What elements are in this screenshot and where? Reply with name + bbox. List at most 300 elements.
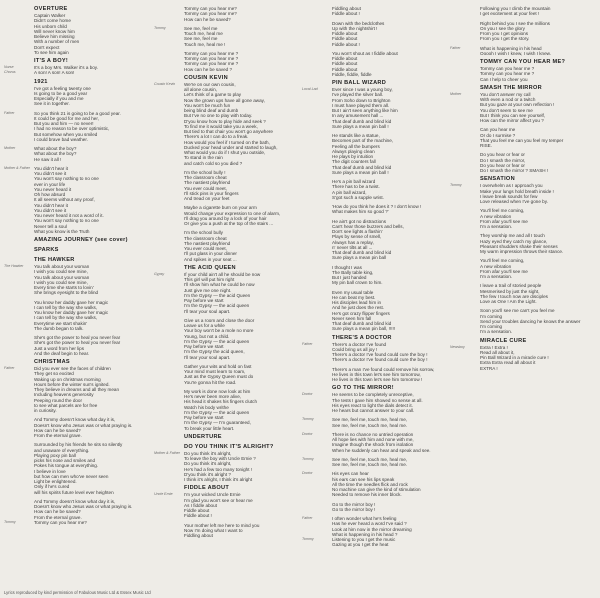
lyric-text: Playing poxy pin ball [34,452,76,458]
lyric-text: Hazy eyed they catch my glance, [480,238,548,244]
lyric-text: You're gonna hit the road. [184,379,237,385]
song-block [154,434,302,441]
lyric-line [450,168,598,173]
song-block [302,385,450,547]
lyric-text: to see what parcels are for free [34,402,98,408]
character-name: Mother & Father [154,450,180,455]
lyric-text: A new vibration [480,263,512,269]
lyric-line [450,249,598,254]
character-name [302,462,332,467]
lyric-text: His unborn child [34,23,67,29]
lyric-text: That deaf dumb and blind kid [332,321,392,326]
character-name [154,355,184,360]
lyric-text: Mesmerised by just the sight, [480,288,540,294]
lyric-text: and unaware of everything. [34,447,90,453]
lyric-line [302,448,450,453]
character-name [450,36,480,41]
character-name: Tommy [302,537,314,541]
character-name [302,448,332,453]
song-title: CHRISTMAS [34,359,70,365]
character-name: Tommy [154,25,166,30]
lyric-text: Let's think of a game to play [184,92,242,98]
lyric-text: How would you feel if I turned on the bath, [184,139,270,145]
character-name [4,101,34,106]
lyric-line [450,51,598,56]
lyrics-column-4 [450,6,598,592]
lyric-text: Sure plays a mean pin ball, !!!!! [332,326,396,332]
lyric-text: Touch me, heal me ! [184,41,226,47]
lyric-text: No machine can give the kind of stimulation [332,487,421,492]
lyric-text: Young, but not a child. [184,333,230,339]
lyric-text: I'll drag you around by a lock of your hair [184,215,267,221]
lyric-text: He saw it all ! [34,156,62,162]
lyric-line [4,490,152,495]
song-block [4,58,152,76]
lyric-text: Only if he's cured [34,484,70,490]
lyrics-column-3 [302,6,450,592]
lyric-text: A new vibration [480,213,512,219]
lyric-text: Leave us for a while [184,323,225,328]
lyric-text: Tommy can you hear me? [184,6,237,11]
character-name [302,255,332,260]
character-name [154,513,184,518]
lyric-text: But I think you can see yourself, [480,112,546,118]
lyric-text: And spikes in your seat ... [184,256,237,262]
lyric-line [302,11,450,16]
song-title: 1921 [34,78,48,85]
lyric-text: Gather your wits and hold on fast [184,363,252,369]
lyric-text: Ooooh I wish I knew, I wish I knew. [480,50,551,56]
lyric-text: Pin Ball Wizard in a miracle cure ! [480,355,549,360]
lyric-text: How can he be saved? [34,509,81,515]
lyric-text: I think it's alright, I think it's alright [184,477,253,482]
character-name [450,299,480,304]
lyric-text: See me, feel me, touch me, heal me, [332,456,408,462]
lyric-text: From the eternal grave. [34,433,82,438]
lyric-line [4,101,152,106]
lyric-line [154,533,302,538]
lyric-line [154,161,302,166]
character-name: Mother & Father [4,165,30,170]
lyric-text: And Tommy doesn't know what day it is, [34,417,116,423]
song-title: OVERTURE [34,6,68,12]
lyric-text: Do you hear or fear or [480,162,525,168]
character-name: Father [302,516,313,520]
lyric-text: You know her daddy gave her magic [34,310,109,315]
character-name [302,408,332,413]
character-name [450,143,480,148]
lyric-text: I wish you could see mine, [34,269,88,275]
lyric-text: I'm a sensation. [480,274,513,279]
lyric-text: See it in together. [34,101,70,107]
character-name: Doctor [302,471,313,476]
lyric-text: From afar you'll see me [480,218,528,224]
lyric-text: Touch me, heal me [184,31,223,36]
lyric-line [302,195,450,200]
lyric-line [4,229,152,234]
lyric-text: Love released when I've gone by. [480,199,548,204]
character-name [450,199,480,204]
lyric-text: This girl will put him right [184,277,235,282]
lyric-text: Your mind must learn to roam, [184,369,246,374]
lyric-text: You talk about your woman [34,274,90,280]
lyric-text: Read all about it, [480,349,515,355]
character-name [450,11,480,16]
lyric-text: They believe in dreams and all they mean [34,387,120,392]
lyric-text: You ever could meet, [184,185,227,191]
lyric-text: Feeling all the bumpers [332,143,380,149]
lyric-text: I'm the Gypsy — the acid queen [184,409,250,415]
character-name [450,249,480,254]
lyric-text: Gazing at you I get the heat [332,542,389,548]
lyric-text: You don't answer my call [480,91,531,97]
lyric-text: Soon you'll see me can't you feel me [480,308,555,314]
lyric-text: The dumb began to talk. [34,325,84,331]
lyric-line [154,426,302,431]
lyric-text: Tommy can you hear me ? [184,50,239,56]
lyric-text: How can he be saved? [34,427,81,433]
lyric-text: The Bally table king, [332,269,374,275]
lyric-text: Or give you a push at the top of the stairs ... [184,221,274,226]
character-name: Tommy [302,456,314,461]
lyric-line [4,326,152,331]
lyric-text: Give us a room and close the door [184,317,255,323]
lyric-text: He ain't got no distractions [332,218,386,224]
song-block [4,79,152,235]
lyric-text: EXTRA ! [480,365,498,371]
lyric-text: Following you I climb the mountain [480,6,551,11]
song-block [302,335,450,383]
lyric-text: Tommy can you hear me? [184,11,237,17]
lyric-text: See me, feel me [184,25,218,31]
lyric-text: Tommy can you hear me ? [184,61,239,67]
song-title: FIDDLE ABOUT [184,485,230,492]
song-block [4,6,152,55]
character-name [154,196,184,201]
lyric-text: There's a doctor I've found could cure the boy ! [332,357,428,363]
song-block [450,59,598,82]
lyric-text: That deaf dumb and blind kid [332,250,392,255]
lyric-text: I'm a sensation. [480,224,513,229]
lyric-text: You didn't hear it [34,165,68,171]
lyric-text: I'll tear your soul apart. [184,308,231,314]
lyric-text: Watch his body writhe [184,404,229,410]
lyric-line [4,137,152,142]
song-block [450,85,598,174]
lyric-text: Doesn't know who Jesus was or what praying is. [34,422,133,428]
lyric-text: Captain Walker [34,13,66,18]
song-title: MIRACLE CURE [480,337,527,344]
character-name [154,477,184,482]
lyric-line [450,11,598,16]
lyric-text: Everytime we start shakin' [34,320,88,326]
lyric-line [302,507,450,512]
song-block [302,6,450,77]
song-block [154,485,302,538]
song-block [302,80,450,332]
lyric-text: I had no reason to be over optimistic, [34,126,110,132]
lyric-text: What about the boy? [34,146,77,151]
lyric-text: His eyes can hear [332,471,369,477]
lyric-text: Never seen him fall [332,315,372,321]
lyric-text: Just give me one night. [184,287,232,293]
character-name [450,366,480,371]
lyric-text: Always has a replay, [332,239,374,245]
lyric-line [302,377,450,382]
lyric-text: Imagine though the shock from isolation [332,442,414,448]
lyric-text: Fiddling about [184,533,213,538]
lyric-text: Do you think it's alright, [184,450,232,456]
character-name [154,221,184,226]
lyric-text: All the time the needles flick and rock [332,481,408,487]
lyric-text: Fiddle about [332,56,358,61]
lyric-text: To break your little heart. [184,425,235,431]
lyric-text: Listening to you I get the music [332,537,396,542]
lyric-text: Hours before the winter sun's ignited. [34,381,110,387]
song-block [4,237,152,244]
lyric-text: Especially if you and me [34,96,84,101]
lyric-text: all alone cousin, [184,87,217,92]
lyric-text: I'm a sensation. [480,329,513,335]
character-name: Tommy [302,417,314,422]
lyric-text: n' never tilts at all ... [332,244,373,250]
lyric-text: Fiddle about [332,36,358,42]
lyric-text: When he suddenly can hear and speak and see. [332,447,431,453]
lyric-text: And tread on your feet [184,196,230,201]
lyric-text: She's got the power to heal you never fear [34,340,121,346]
lyric-text: Never tell a soul [34,223,67,229]
lyric-line [302,170,450,175]
lyric-text: I'm glad you won't see or hear me [184,497,253,503]
lyric-text: She's got the power to heal you never fear [34,335,121,340]
lyric-text: You'll feel me coming, [480,208,525,214]
lyric-text: He plays by intuition [332,154,374,159]
lyric-text: You'll feel me coming, [480,258,525,264]
lyric-text: S'got such a supple wrist. [332,194,384,200]
lyric-text: To find me it would take you a week, [184,123,258,129]
character-name [154,533,184,538]
song-title: UNDERTURE [184,433,222,440]
lyric-text: He stands like a statue, [332,133,380,138]
lyric-line [4,351,152,356]
lyric-text: I leave break sounds for few [480,193,538,199]
lyric-line [302,280,450,285]
lyric-text: being blind deaf and dumb [184,108,239,113]
lyric-text: If your child ain't all he should be now [184,271,261,277]
character-name [302,542,332,547]
lyric-text: The nastiest playfriend [184,180,231,186]
lyric-text: It all seems without any proof, [34,197,95,203]
lyric-text: The nastiest playfriend [184,240,231,246]
character-name [450,51,480,56]
character-name [450,224,480,229]
lyric-text: He's never been more alive, [184,394,242,399]
lyric-line [154,355,302,360]
lyric-line [154,477,302,482]
lyric-text: You know her daddy gave her magic [34,299,109,305]
lyric-line [450,299,598,304]
lyric-line [154,67,302,72]
lyric-text: So you think 21 is going to be a good year. [34,110,121,116]
character-name [450,118,480,123]
character-name: Local Lad [302,87,318,91]
song-block [450,176,598,334]
lyric-line [154,513,302,518]
lyric-text: Fiddle about ! [332,41,360,47]
lyric-text: Pokes his tongue at everything. [34,463,99,469]
lyric-line [4,433,152,438]
lyric-text: I can tell by the way she walks, [34,304,98,310]
character-name [154,42,184,47]
lyric-text: But I just handed [332,275,367,280]
character-name [302,423,332,428]
lyric-text: I'm coming [480,324,503,329]
lyric-text: I wish you could see mine, [34,279,88,285]
lyric-text: Or do I surmise ? [480,132,516,138]
lyric-text: To leave the boy with Uncle Ernie ? [184,456,256,461]
song-title: PIN BALL WIZARD [332,80,387,86]
lyric-line [302,492,450,497]
lyric-text: My pin ball crown to him. [332,280,383,286]
lyric-text: What is happening in his head ? [332,531,398,537]
lyric-text: There's a doctor I've found could cure the boy ! [332,352,428,357]
lyric-text: picks his nose and smiles and [34,458,96,463]
lyric-text: He's had a few too many tonight ! [184,466,253,472]
lyric-text: Can I help to cheer you [480,76,528,82]
lyric-text: From you I get opinions [480,31,529,36]
lyric-text: Including heavens generosity [34,392,94,398]
lyric-text: Tommy can you hear me? [34,519,87,525]
character-name [302,195,332,200]
character-name: Tommy [450,183,462,188]
lyric-text: I'll stick pins in your fingers [184,190,239,196]
lyric-text: What would you do if I shut you outside, [184,150,266,155]
lyric-text: That deaf dumb and blind kid [332,164,392,170]
lyric-text: With even a nod or a twitch [480,97,536,102]
lyric-text: He lives in this town let's see him tomorrow, [332,371,421,377]
lyric-text: Plays by sense of smell, [332,234,382,240]
lyric-line [154,196,302,201]
lyric-text: Ducked your head under and started to laugh, [184,144,278,150]
song-title: THE HAWKER [34,257,75,263]
lyric-text: A pin ball wizard, [332,189,367,195]
lyric-text: I'll put glass in your dinner [184,251,237,257]
lyric-text: I could brave bad weather. [34,136,88,142]
lyric-text: Tommy can you hear me ? [480,66,535,71]
lyric-text: I can tell by the way she walks, [34,315,98,321]
lyric-text: A son! A son! A son! [34,70,75,76]
lyric-text: But tied to that chair you won't go anywhere [184,129,273,134]
lyric-text: Becomes part of the machine, [332,138,394,144]
lyric-text: Pay before we start [184,344,224,349]
character-name [302,42,332,47]
lyric-text: But I ain't seen anything like him [332,108,398,113]
lyric-text: Fiddle about ! [184,513,212,519]
lyric-text: Tommy can you hear me ? [184,56,239,61]
lyric-text: Down with the bedclothes [332,20,385,26]
lyric-text: You didn't see it [34,171,67,176]
song-title: IT'S A BOY! [34,58,69,64]
lyric-text: You never heard it [34,186,72,192]
lyric-text: Make your lungs hold breath inside ! [480,188,554,194]
lyric-text: Don't see lights a flashin' [332,229,383,234]
song-block [154,6,302,72]
lyric-text: In any amusement hall ... [332,113,384,119]
lyric-line [302,423,450,428]
lyric-text: I'm the school bully ! [184,169,226,175]
song-block [154,444,302,483]
lyric-text: D'you know how to play hide and seek ? [184,118,266,124]
lyric-text: I often wonder what he's feeling [332,516,397,521]
lyric-text: And the deaf begin to hear. [34,350,90,356]
lyric-text: 'How do you think he does it ? I don't know ! [332,204,422,209]
lyric-text: You never heard it not a word of it. [34,213,104,218]
lyric-text: From you I get the story. [480,36,530,42]
lyric-line [4,408,152,413]
lyric-text: Do you think it's alright, [184,461,232,467]
lyric-text: Every time she starts to lovin' [34,285,94,290]
lyric-text: Sure plays a mean pin ball ! [332,169,389,175]
lyric-text: Is going to be a good year [34,90,88,96]
lyric-line [450,366,598,371]
lyric-text: Look at him now in the mirror dreaming [332,526,412,532]
lyric-text: From Soho down to Brighton [332,97,391,103]
lyric-text: And Tommy doesn't know what day it is, [34,498,116,504]
lyric-text: Oh how absurd [34,192,66,197]
lyric-text: RISE. [480,143,492,148]
lyric-text: I'm the Gypsy — I'm guaranteed, [184,420,251,426]
lyric-text: There's a lot I can do to a freak. [184,134,249,140]
lyric-line [302,357,450,362]
lyric-text: The digit counters fall [332,159,376,165]
lyric-text: will his spirits future level ever heighten [34,489,114,495]
lyric-line [302,408,450,413]
lyric-line [154,309,302,314]
lyric-line [154,221,302,226]
lyric-text: in curiosity. [34,408,57,413]
song-block [450,338,598,371]
lyric-text: He's got crazy flipper fingers [332,310,390,316]
lyric-text: Did you ever see the faces of children [34,366,111,371]
lyric-text: To stand in the rain [184,155,223,161]
lyric-text: You didn't see it [34,207,67,213]
character-name [4,351,34,356]
lyric-text: With a number of men [34,39,80,45]
lyric-text: ever in your life [34,181,66,187]
character-name: Father [450,45,461,50]
lyric-text: Pleasant shudders shake their senses [480,243,558,249]
lyric-text: Your boy won't be a mole no more [184,328,254,334]
lyric-text: We're on our own cousin, [184,81,236,87]
character-name [450,329,480,334]
lyric-line [4,290,152,295]
lyric-text: All hope lies with him and none with me, [332,437,414,442]
lyric-text: There's a man I've found could remove his sorrow, [332,366,435,372]
song-title: AMAZING JOURNEY (see cover) [34,237,128,243]
character-name [302,170,332,175]
lyric-text: I've played the silver ball. [332,92,384,98]
lyric-line [302,72,450,77]
character-name [4,50,34,55]
lyric-line [302,255,450,260]
character-name [302,377,332,382]
lyric-line [4,157,152,162]
character-name: Tommy [4,519,16,524]
lyric-text: You won't say nothing to no one [34,176,99,182]
lyric-text: That deaf dumb and blind kid [332,118,392,124]
lyric-line [4,50,152,55]
character-name [302,280,332,285]
